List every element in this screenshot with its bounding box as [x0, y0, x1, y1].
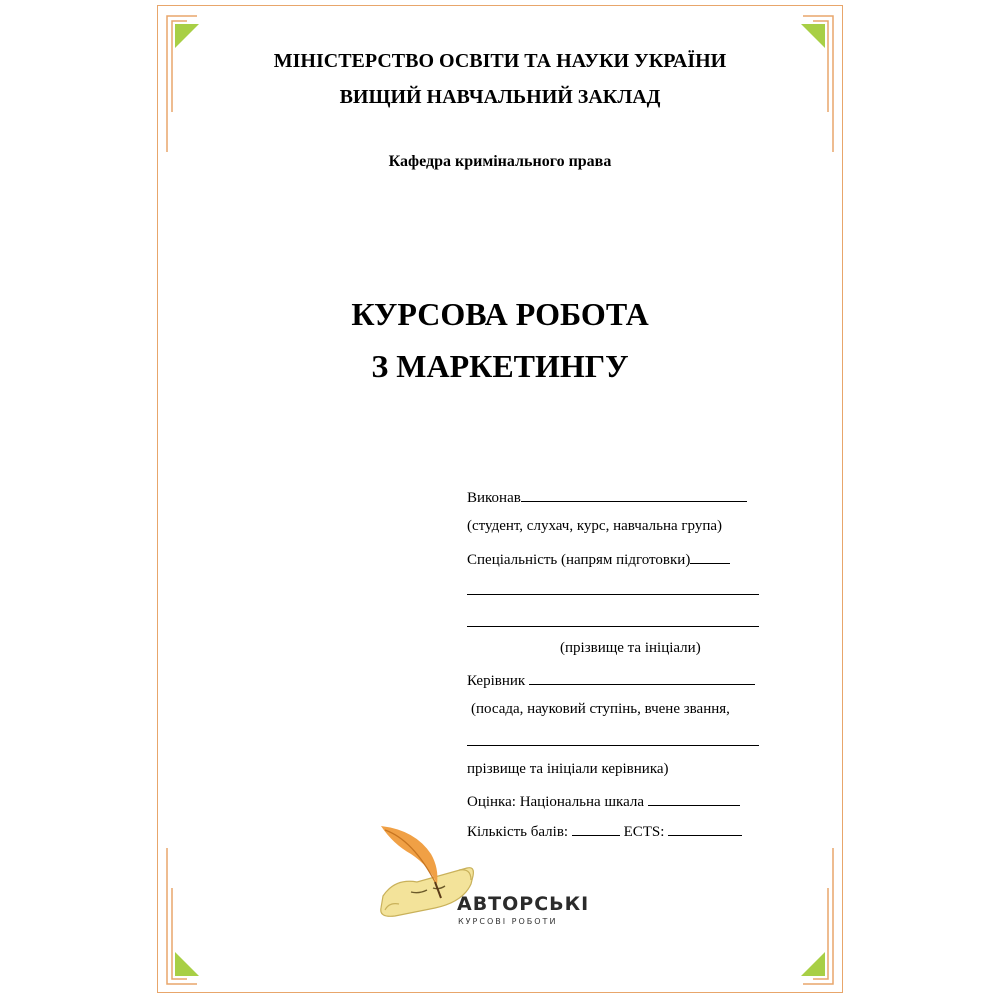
document-title-line2: З МАРКЕТИНГУ	[371, 348, 629, 384]
supervisor-label: Керівник	[467, 673, 526, 689]
ects-blank[interactable]	[668, 821, 742, 836]
points-blank[interactable]	[572, 821, 620, 836]
supervisor-line-2[interactable]	[467, 745, 759, 746]
department-heading: Кафедра кримінального права	[388, 153, 612, 170]
student-note: (студент, слухач, курс, навчальна група)	[467, 518, 723, 534]
corner-ornament-top-right	[797, 12, 837, 152]
ects-label: ECTS:	[623, 824, 665, 840]
grade-row	[467, 791, 740, 811]
name-note: (прізвище та ініціали)	[560, 640, 701, 656]
specialty-blank[interactable]	[690, 549, 730, 564]
ministry-heading: МІНІСТЕРСТВО ОСВІТИ ТА НАУКИ УКРАЇНИ	[273, 50, 727, 72]
performed-by-blank[interactable]	[521, 487, 747, 502]
institution-heading: ВИЩИЙ НАВЧАЛЬНИЙ ЗАКЛАД	[339, 86, 661, 108]
corner-ornament-bottom-right	[797, 848, 837, 988]
performed-by-row	[467, 487, 747, 507]
performed-by-label: Виконав	[467, 490, 521, 506]
logo-wordmark: АВТОРСЬКІ	[457, 893, 590, 915]
quill-scroll-logo-icon	[375, 818, 575, 933]
specialty-line-2[interactable]	[467, 594, 759, 595]
corner-ornament-bottom-left	[163, 848, 203, 988]
corner-ornament-top-left	[163, 12, 203, 152]
supervisor-note-2: прізвище та ініціали керівника)	[467, 761, 669, 777]
document-title-line1: КУРСОВА РОБОТА	[351, 296, 649, 332]
points-label: Кількість балів:	[467, 824, 569, 840]
specialty-row	[467, 549, 730, 569]
logo-tagline: КУРСОВІ РОБОТИ	[458, 917, 558, 926]
supervisor-row	[467, 670, 755, 690]
grade-label: Оцінка: Національна шкала	[467, 794, 644, 810]
grade-blank[interactable]	[648, 791, 740, 806]
supervisor-note-1: (посада, науковий ступінь, вчене звання,	[471, 701, 730, 717]
specialty-line-3[interactable]	[467, 626, 759, 627]
specialty-label: Спеціальність (напрям підготовки)	[467, 552, 691, 568]
supervisor-blank[interactable]	[529, 670, 755, 685]
